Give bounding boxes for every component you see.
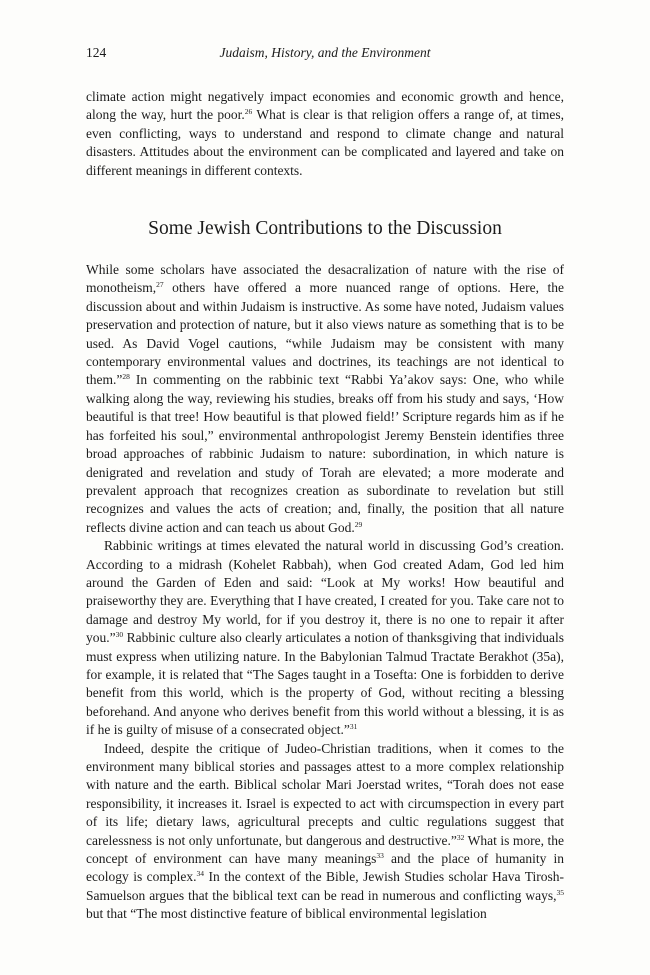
footnote-ref[interactable]: 27 <box>156 280 164 290</box>
footnote-ref[interactable]: 28 <box>122 372 130 382</box>
text-run: Rabbinic culture also clearly articulates a notion of thanksgiving that individuals must express when utilizing nature. In the Babylonian Talmud Tractate Berakhot (35a), for example, it is related that “The Sages taught in a Tosefta: One is forbidden to derive benefit from this world, which is the property of God, without reciting a blessing beforehand. And anyone who derives benefit from this world without a blessing, it is as if he is guilty of misuse of a consecrated object.” <box>86 630 564 738</box>
text-run: but that “The most distinctive feature of biblical environmental legislation <box>86 906 487 922</box>
body-text <box>86 88 564 924</box>
text-run: others have offered a more nuanced range of options. Here, the discussion about and within Judaism is instructive. As some have noted, Judaism values preservation and protection of nature, but it also views nature as something that is to be used. As David Vogel cautions, “while Judaism may be consistent with many contemporary environmental values and doctrines, its teachings are not identical to them.” <box>86 280 564 388</box>
footnote-ref[interactable]: 33 <box>376 851 384 861</box>
text-run: climate action might negatively impact economies and economic growth and hence, along the way, hurt the poor. <box>86 89 564 123</box>
paragraph-2 <box>86 537 564 739</box>
paragraph-1 <box>86 261 564 537</box>
footnote-ref[interactable]: 31 <box>349 722 358 732</box>
text-run: In commenting on the rabbinic text “Rabbi Ya’akov says: One, who while walking along the way, reviewing his studies, breaks off from his study and says, ‘How beautiful is that tree! How beautiful is that plowed field!’ Scripture regards him as if he has forfeited his soul,” environmental anthropologist Jeremy Benstein identifies three broad approaches of rabbinic Judaism to nature: subordination, in which nature is denigrated and revelation and study of Torah are elevated; a more moderate and prevalent approach that recognizes creation as subordinate to revelation but still recognizes and values the acts of creation; and, finally, the position that all nature reflects divine action and can teach us about God. <box>86 372 564 535</box>
text-run: While some scholars have associated the desacralization of nature with the rise of monotheism, <box>86 262 564 296</box>
text-run: and the place of humanity in ecology is complex. <box>86 851 565 885</box>
section-heading: Some Jewish Contributions to the Discussion <box>148 218 502 240</box>
text-run: In the context of the Bible, Jewish Studies scholar Hava Tirosh-Samuelson argues that the biblical text can be read in numerous and conflicting ways, <box>86 869 564 903</box>
page-number: 124 <box>86 45 107 60</box>
footnote-ref[interactable]: 35 <box>556 887 564 897</box>
running-title: Judaism, History, and the Environment <box>219 45 431 60</box>
paragraph-3 <box>86 740 564 924</box>
intro-paragraph <box>86 88 564 180</box>
footnote-ref[interactable]: 30 <box>115 630 124 640</box>
text-run: Indeed, despite the critique of Judeo-Christian traditions, when it comes to the environment many biblical stories and passages attest to a more complex relationship with nature and the earth. Biblical scholar Mari Joerstad writes, “Torah does not ease responsibility, it increases it. Israel is expected to act with circumspection in every part of its life; dietary laws, agricultural precepts and cultic regulations suggest that carelessness is not only unfortunate, but dangerous and destructive.” <box>86 740 564 848</box>
text-run: What is more, the concept of environment can have many meanings <box>86 832 564 867</box>
text-run: What is clear is that religion offers a range of, at times, even conflicting, ways to understand and respond to climate change and natural disasters. Attitudes about the environment can be complicated and layered and take on different meanings in different contexts. <box>86 107 564 178</box>
footnote-ref[interactable]: 29 <box>354 519 363 529</box>
footnote-ref[interactable]: 32 <box>456 832 465 842</box>
footnote-ref[interactable]: 26 <box>244 107 253 117</box>
text-run: Rabbinic writings at times elevated the natural world in discussing God’s creation. According to a midrash (Kohelet Rabbah), when God created Adam, God led him around the Garden of Eden and said: “Look at My works! How beautiful and praiseworthy they are. Everything that I have created, I created for you. Take care not to damage and destroy My world, for if you destroy it, there is no one to repair it after you.” <box>86 538 564 646</box>
footnote-ref[interactable]: 34 <box>196 869 205 879</box>
